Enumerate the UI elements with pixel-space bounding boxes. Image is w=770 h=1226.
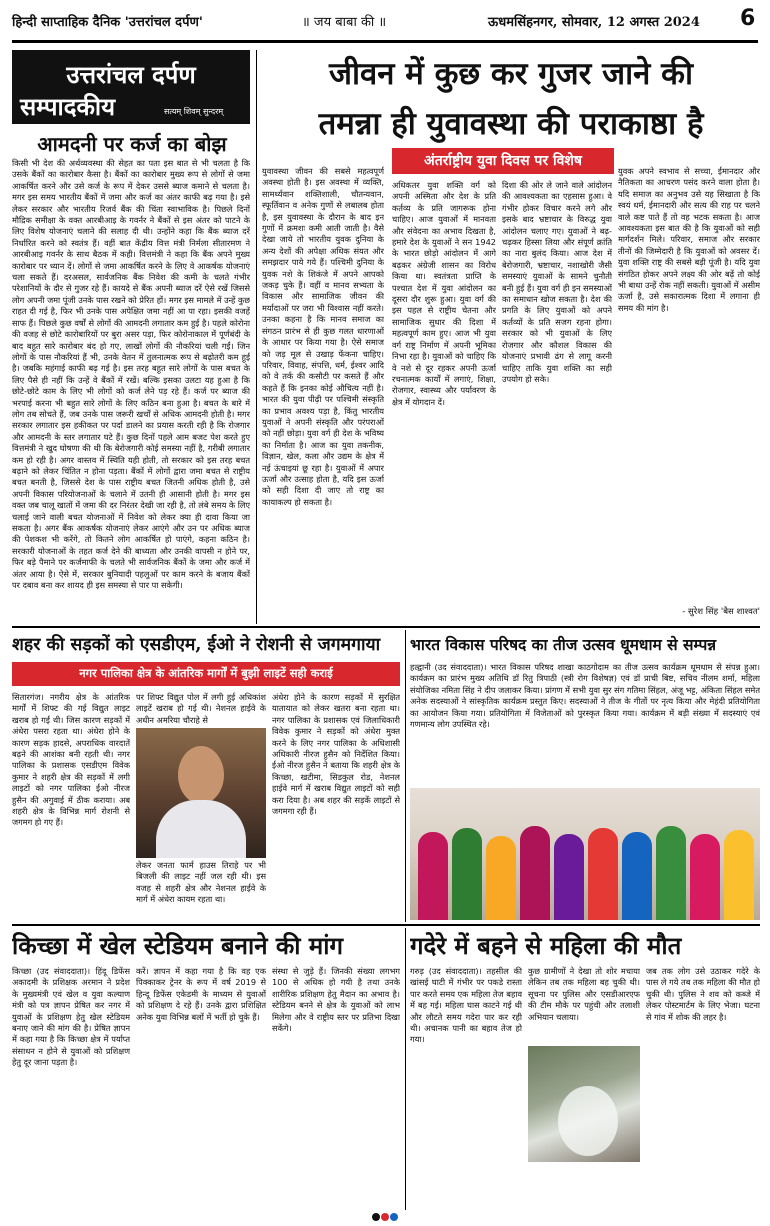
feature-headline-block: [262, 50, 760, 160]
council-photo-person: [418, 832, 448, 920]
editorial-headline: आमदनी पर कर्ज का बोझ: [37, 132, 227, 156]
stadium-column-1: किच्छा (उद संवाददाता)। हिंदू डिफेंस अकादमी के प्रशिक्षक अरमान ने प्रदेश के मुख्यमंत्री एवं खेल व युवा कल्याण मंत्री को पत्र ज्ञापन प्रेषित कर नगर में युवाओं के प्रशिक्षण हेतु खेल स्टेडियम बनाए जाने की मांग की है। प्रेषित ज्ञापन में कहा गया है कि किच्छा क्षेत्र में पर्याप्त संसाधन न होने से युवाओं को प्रशिक्षण हेतु दूर जाना पड़ता है।: [12, 966, 130, 1068]
feature-author: - सुरेश सिंह 'बैस शाश्वत': [682, 607, 760, 617]
lights-photo-head: [178, 746, 224, 804]
drowning-column-3: जब तक लोग उसे उठाकर गदेरे के पास ले गये तब तक महिला की मौत हो चुकी थी। पुलिस ने शव को कब्जे में लेकर पोस्टमार्टम के लिए भेजा। घटना से गांव में शोक की लहर है।: [646, 966, 760, 1022]
drowning-headline: गदेरे में बहने से महिला की मौत: [410, 931, 682, 960]
editorial-brand-subtitle: सम्पादकीय: [20, 92, 116, 121]
lights-photo-caption: लेकर जनता फार्म हाउस तिराहे पर भी बिजली की लाइट नहीं जल रही थी। इस वजह से शहरी क्षेत्र और नेशनल हाईवे के मार्ग में अंधेरा कायम रहता था।: [136, 860, 266, 905]
council-headline: भारत विकास परिषद का तीज उत्सव धूमधाम से सम्पन्न: [410, 635, 717, 654]
masthead-slogan: ॥ जय बाबा की ॥: [302, 15, 387, 30]
council-photo-person: [486, 836, 516, 920]
drowning-column-1: गरुड़ (उद संवाददाता)। तहसील की खांसई घाटी में गंभीर पर पकडे रास्ता पार करते समय एक महिला तेज बहाव में बह गई। महिला घास काटने गई थी और लौटते समय गदेरा पार कर रही थी। अचानक पानी का बहाव तेज हो गया।: [410, 966, 522, 1045]
feature-middle-column-b: दिशा की ओर ले जाने वाले आंदोलन की आवश्यकता का एहसास हुआ। वे गंभीर होकर विचार करने लगे और इसके बाद भ्रष्टाचार के विरुद्ध युवा आंदोलन चलाए गए। युवाओं ने बढ़-चढ़कर हिस्सा लिया और संपूर्ण क्रांति का नारा बुलंद किया। आज देश में बेरोजगारी, भ्रष्टाचार, नशाखोरी जैसी समस्याएं युवाओं के सामने चुनौती बनी हुई हैं। युवा वर्ग ही इन समस्याओं का समाधान खोज सकता है। देश की प्रगति के लिए युवाओं को अपने कर्तव्यों के प्रति सजग रहना होगा। सरकार को भी युवाओं के लिए रोजगार और कौशल विकास की योजनाएं प्रभावी ढंग से लागू करनी चाहिए ताकि युवा शक्ति का सही उपयोग हो सके।: [502, 180, 612, 384]
council-photo-person: [554, 834, 584, 920]
council-photo-person: [690, 834, 720, 920]
feature-middle-column-a: अधिकतर युवा शक्ति वर्ग को अपनी अस्मिता और देश के प्रति कर्तव्य के प्रति जागरूक होना चाहिए। आज युवाओं में मानवता और संवेदना का अभाव दिखता है, हमारे देश के युवाओं ने सन 1942 के भारत छोड़ो आंदोलन में आगे बढ़कर अंग्रेजी शासन का विरोध किया था। स्वतंत्रता प्राप्ति के पश्चात देश में युवा आंदोलन का दूसरा दौर शुरू हुआ। युवा वर्ग की इस पहल से राष्ट्रीय चेतना और सामाजिक सुधार की दिशा में महत्वपूर्ण काम हुए। आज भी युवा वर्ग राष्ट्र निर्माण में अपनी भूमिका निभा रहा है। युवाओं को चाहिए कि वे नशे से दूर रहकर अपनी ऊर्जा रचनात्मक कार्यों में लगाएं, शिक्षा, रोजगार, स्वास्थ्य और पर्यावरण के क्षेत्र में योगदान दें।: [392, 180, 496, 407]
council-photo-person: [520, 826, 550, 920]
footer-color-dot: [390, 1213, 398, 1221]
council-photo-person: [622, 832, 652, 920]
drowning-column-2: कुछ ग्रामीणों ने देखा तो शोर मचाया लेकिन तब तक महिला बह चुकी थी। सूचना पर पुलिस और एसडीआरएफ की टीम मौके पर पहुंची और तलाशी अभियान चलाया।: [528, 966, 640, 1022]
lights-photo: [136, 728, 266, 858]
feature-left-column: युवावस्था जीवन की सबसे महत्वपूर्ण अवस्था होती है। इस अवस्था में व्यक्ति, सामर्थ्यवान शक्तिशाली, चौतन्यवान, स्फूर्तिवान व अनेक गुणों से लबालब होता है, इस युवावस्था के दौरान के बाद इन गुणों में क्रमशः कमी आती जाती है। वैसे देखा जाये तो भारतीय युवक दुनिया के अन्य देशों की अपेक्षा अधिक संयत और समझदार पाये गये हैं। पश्चिमी दुनिया के युवक नशे के शिकंजे में अपने आपको जकड़ चुके हैं। वहीं व मानव सभ्यता के विकास और सामाजिक जीवन की मर्यादाओं पर जरा भी विश्वास नहीं करते। उनका कहना है कि मानव समाज का संगठन प्रारंभ से ही कुछ गलत धारणाओं के आधार पर किया गया है। ऐसे समाज को जड़ मूल से उखाड़ फेंकना चाहिए। परिवार, विवाह, संपत्ति, धर्म, ईश्वर आदि को वे तर्क की कसौटी पर कसते हैं और कहते हैं कि इनका कोई औचित्य नहीं है। भारत की युवा पीढ़ी पर पश्चिमी संस्कृति का प्रभाव अवश्य पड़ा है, किंतु भारतीय युवाओं ने अपनी संस्कृति और परंपराओं को नहीं छोड़ा। युवा वर्ग ही देश के भविष्य का निर्माता है। आज का युवा तकनीक, विज्ञान, खेल, कला और उद्यम के क्षेत्र में नई ऊंचाइयां छू रहा है। युवाओं में अपार ऊर्जा और उत्साह होता है, यदि इस ऊर्जा को सही दिशा दी जाए तो राष्ट्र का कायाकल्प हो सकता है।: [262, 166, 384, 507]
editorial-brand-title: उत्तरांचल दर्पण: [66, 60, 196, 89]
council-body: हल्द्वानी (उद संवाददाता)। भारत विकास परिषद शाखा काठगोदाम का तीज उत्सव कार्यक्रम धूमधाम से संपन्न हुआ। कार्यक्रम का प्रारंभ मुख्य अतिथि डॉ रितु त्रिपाठी (स्त्री रोग विशेषज्ञ) एवं डॉ प्राची बिष्ट, सचिव नीलम शर्मा, महिला संयोजिका नमिता सिंह ने दीप जलाकर किया। प्रांगण में सभी युवा सुर संग गतिमा सिंहल, अंजू भट्ट, अंकिता सिंहल समेत अनेक सदस्याओं ने सांस्कृतिक कार्यक्रम प्रस्तुत किए। सदस्याओं ने तीज के गीतों पर नृत्य किया और मेहंदी प्रतियोगिता का आयोजन किया गया। प्रतियोगिता में विजेताओं को पुरस्कृत किया गया। कार्यक्रम में बड़ी संख्या में सदस्याएं एवं गणमान्य लोग उपस्थित रहे।: [410, 662, 760, 730]
lights-banner-text: नगर पालिका क्षेत्र के आंतरिक मार्गों में बुझी लाइटें सही कराई: [79, 666, 333, 680]
drowning-photo: [528, 1046, 640, 1162]
intl-youth-banner-text: अंतर्राष्ट्रीय युवा दिवस पर विशेष: [424, 153, 582, 169]
lights-divider: [405, 630, 406, 922]
masthead-paper-name: हिन्दी साप्ताहिक दैनिक 'उत्तरांचल दर्पण': [12, 15, 203, 30]
section-rule-2: [12, 924, 760, 926]
section-rule-1: [12, 626, 760, 628]
lights-column-1: सितारगंज। नगरीय क्षेत्र के आंतरिक मार्गों में शिफ्ट की गई विद्युत लाइट खराब हो गई थी। जिस कारण सड़कों में अंधेरा पसरा रहता था। अंधेरा होने के कारण सड़क हादसे, अपराधिक वारदातें बढ़ने की आशंका बनी रहती थी। नगर पालिका के प्रशासक एसडीएम विवेक कुमार ने शहरी क्षेत्र की सड़कों में लगी लाइटों को नगर पालिका ईओ नीरज हुसैन की अगुवाई में ठीक कराया। अब शहरी क्षेत्र के विभिन्न मार्ग रोशनी से जगमग हो गए हैं।: [12, 692, 130, 828]
feature-right-column: युवक अपने स्वभाव से सच्चा, ईमानदार और नैतिकता का आचरण पसंद करने वाला होता है। यदि समाज का अनुभव उसे यह सिखाता है कि स्वयं धर्म, ईमानदारी और सत्य की राह पर चलने वाले कष्ट पाते हैं तो वह भटक सकता है। आज आवश्यकता इस बात की है कि युवाओं को सही मार्गदर्शन मिले। परिवार, समाज और सरकार तीनों की जिम्मेदारी है कि युवाओं को अवसर दें। युवा शक्ति राष्ट्र की सबसे बड़ी पूंजी है। यदि युवा संगठित होकर अपने लक्ष्य की ओर बढ़ें तो कोई भी बाधा उन्हें रोक नहीं सकती। युवाओं में असीम ऊर्जा है, उसे सकारात्मक दिशा में लगाना ही समय की मांग है।: [618, 166, 760, 313]
masthead: [12, 8, 760, 44]
stadium-divider: [405, 928, 406, 1210]
lights-column-3: अंधेरा होने के कारण सड़कों में सुरक्षित यातायात को लेकर खतरा बना रहता था। नगर पालिका के प्रशासक एवं जिलाधिकारी विवेक कुमार ने सड़कों को अंधेरा मुक्त करने के लिए नगर पालिका के अधिशासी अधिकारी नीरज हुसैन को निर्देशित किया। ईओ नीरज हुसैन ने बताया कि शहरी क्षेत्र के किच्छा, खटीमा, सिडकुल रोड, नेशनल हाईवे मार्ग में खराब विद्युत लाइटों को सही करा दिया है। अब शहर की सड़कें लाइटों से जगमगा रही हैं।: [272, 692, 400, 817]
lights-photo-shirt: [156, 800, 246, 858]
editorial-divider: [256, 50, 257, 624]
feature-headline-line1: जीवन में कुछ कर गुजर जाने की: [329, 56, 693, 92]
council-photo-person: [656, 826, 686, 920]
lights-banner: [12, 662, 400, 686]
stadium-column-2: करें। ज्ञापन में कहा गया है कि वह एक पिक्काकर ट्रेनर के रूप में वर्ष 2019 से हिन्दू डिफेंस एकेडमी के माध्यम से युवाओं को प्रशिक्षण दे रहे हैं। उनके द्वारा प्रशिक्षित अनेक युवा विभिन्न बलों में भर्ती हो चुके हैं।: [136, 966, 266, 1022]
footer-color-dot: [372, 1213, 380, 1221]
council-photo-person: [588, 828, 618, 920]
intl-youth-banner: [392, 148, 614, 174]
drowning-photo-water: [558, 1086, 618, 1156]
footer-color-mark: [372, 1213, 398, 1222]
editorial-body: किसी भी देश की अर्थव्यवस्था की सेहत का पता इस बात से भी चलता है कि उसके बैंकों का कारोबार कैसा है। बैंकों का कारोबार मुख्य रूप से लोगों से जमा आकर्षित करने और उसे कर्ज के रूप में देकर उससे ब्याज कमाने से चलता है। मगर इस समय भारतीय बैंकों में जमा और कर्ज का अंतर काफी बढ़ गया है। इसे लेकर सरकार और भारतीय रिजर्व बैंक की चिंता स्वाभाविक है। पिछले दिनों मौद्रिक समीक्षा के वक्त आरबीआइ के गवर्नर ने बैंकों से इस अंतर को पाटने के लिए विशेष योजनाएं चलाने की सलाह दी थी। उन्होंने कहा कि बैंक ब्याज दरें निर्धारित करने को स्वतंत्र हैं। वहीं बात केंद्रीय वित्त मंत्री निर्मला सीतारमण ने आरबीआइ गवर्नर के साथ बैठक में कही। वित्तमंत्री ने कहा कि बैंक अपने मुख्य कारोबार पर ध्यान दें। लोगों से जमा आकर्षित करने के लिए वे आकर्षक योजनाएं चला सकते हैं। दरअसल, सार्वजनिक बैंक निवेश की कमी के चलते गंभीर परेशानियों के दौर से गुजर रहे हैं। कायदे से बैंक अपनी ब्याज दरें ऐसे रखें जिससे लोग अपनी जमा पूंजी उनके पास रखने को प्रेरित हों। मगर इस मामले में उन्हें कुछ राहत दी गई है, फिर भी उनके पास अपेक्षित जमा नहीं आ पा रहा। इसकी वजहें साफ हैं। पिछले कुछ वर्षों से लोगों की आमदनी लगातार कम हुई है। पहले कोरोना की वजह से छोटे कारोबारियों पर बुरा असर पड़ा, फिर कोरोनाकाल में पूर्णबंदी के बाद बहुत सारे कारोबार बंद हो गए, लाखों लोगों की नौकरियां चली गईं। जिन लोगों के पास नौकरियां हैं भी, उनके वेतन में तुलनात्मक रूप से बढ़ोतरी कम हुई है। जबकि महंगाई काफी बढ़ गई है। इस तरह बहुत सारे लोगों के पास बचत के लिए पैसे ही नहीं कि उन्हें वे बैंकों में रखें। बल्कि इसका उलटा यह हुआ है कि छोटे-छोटे काम के लिए भी लोगों को कर्ज लेने पड़ रहे हैं। कर्ज पर ब्याज की भरपाई करना भी बहुत सारे लोगों के लिए कठिन बना हुआ है। बचत के बारे में लोग तब सोचते हैं, जब उनके पास जरूरी खर्चों से अधिक आमदनी होती है। मगर सरकार लगातार इस हकीकत पर पर्दा डालने का प्रयास करती रही है कि रोजगार और आमदनी के स्तर लगातार घटे हैं। कुछ दिनों पहले आम बजट पेश करते हुए वित्तमंत्री ने खुद घोषणा की थी कि बेरोजगारी कोई समस्या नहीं है, गरीबी लगातार कम हो रही है। अगर वास्तव में स्थिति यही होती, तो सरकार को इस तरह बचत बढ़ाने को लेकर चिंतित न होना पड़ता। बैंकों में लोगों द्वारा जमा बचत से राष्ट्रीय बचत बनती है, जिससे देश के पास राष्ट्रीय बचत जितनी अधिक होती है, उसे अपनी विकास परियोजनाओं के चलाने में उतनी ही आसानी होती है। मगर इस वक्त जब चालू खातों में जमा की दर निरंतर देखी जा रही है, तो लंबे समय के लिए चलाई जाने वाली बचत योजनाओं में निवेश को लेकर क्या ही दावा किया जा सकता है। अगर बैंक आकर्षक योजनाएं लेकर आएंगे और उन पर अधिक ब्याज की पेशकश भी करेंगे, तो कितने लोग आकर्षित हो पाएंगे, कहना कठिन है। सरकारी योजनाओं के तहत कर्ज देने की बाध्यता और उनकी वापसी न होने पर, फिर बड़े पैमाने पर कर्जमाफी के चलते भी सार्वजनिक बैंकों के जमा और कर्ज में अंतर आया है। ऐसे में, सरकार बुनियादी पहलुओं पर काम करने के बजाय बैंकों पर दबाव बना कर शायद ही इस समस्या से पार पा सकेगी।: [12, 158, 250, 591]
stadium-column-3: संस्था से जुड़े हैं। जिनकी संख्या लगभग 100 से अधिक हो गयी है तथा उनके शारीरिक प्रशिक्षण हेतु मैदान का अभाव है। स्टेडियम बनने से क्षेत्र के युवाओं को लाभ मिलेगा और वे राष्ट्रीय स्तर पर प्रतिभा दिखा सकेंगे।: [272, 966, 400, 1034]
editorial-brand: [12, 50, 250, 124]
masthead-rule: [12, 40, 758, 43]
stadium-headline: किच्छा में खेल स्टेडियम बनाने की मांग: [12, 931, 343, 960]
council-group-photo: [410, 788, 760, 920]
editorial-motto: सत्यम् शिवम् सुन्दरम्: [164, 107, 224, 116]
council-photo-person: [724, 830, 754, 920]
council-photo-person: [452, 828, 482, 920]
lights-column-2: पर शिफ्ट विद्युत पोल में लगी हुई अधिकांश लाइटें खराब हो गई थी। नेशनल हाईवे के अधीन अमरिया चौराहे से: [136, 692, 266, 725]
lights-headline: शहर की सड़कों को एसडीएम, ईओ ने रोशनी से जगमगाया: [12, 635, 381, 655]
page-number: 6: [740, 6, 756, 31]
feature-headline-line2: तमन्ना ही युवावस्था की पराकाष्ठा है: [318, 106, 704, 142]
footer-color-dot: [381, 1213, 389, 1221]
masthead-date: ऊधमसिंहनगर, सोमवार, 12 अगस्त 2024: [488, 15, 700, 30]
